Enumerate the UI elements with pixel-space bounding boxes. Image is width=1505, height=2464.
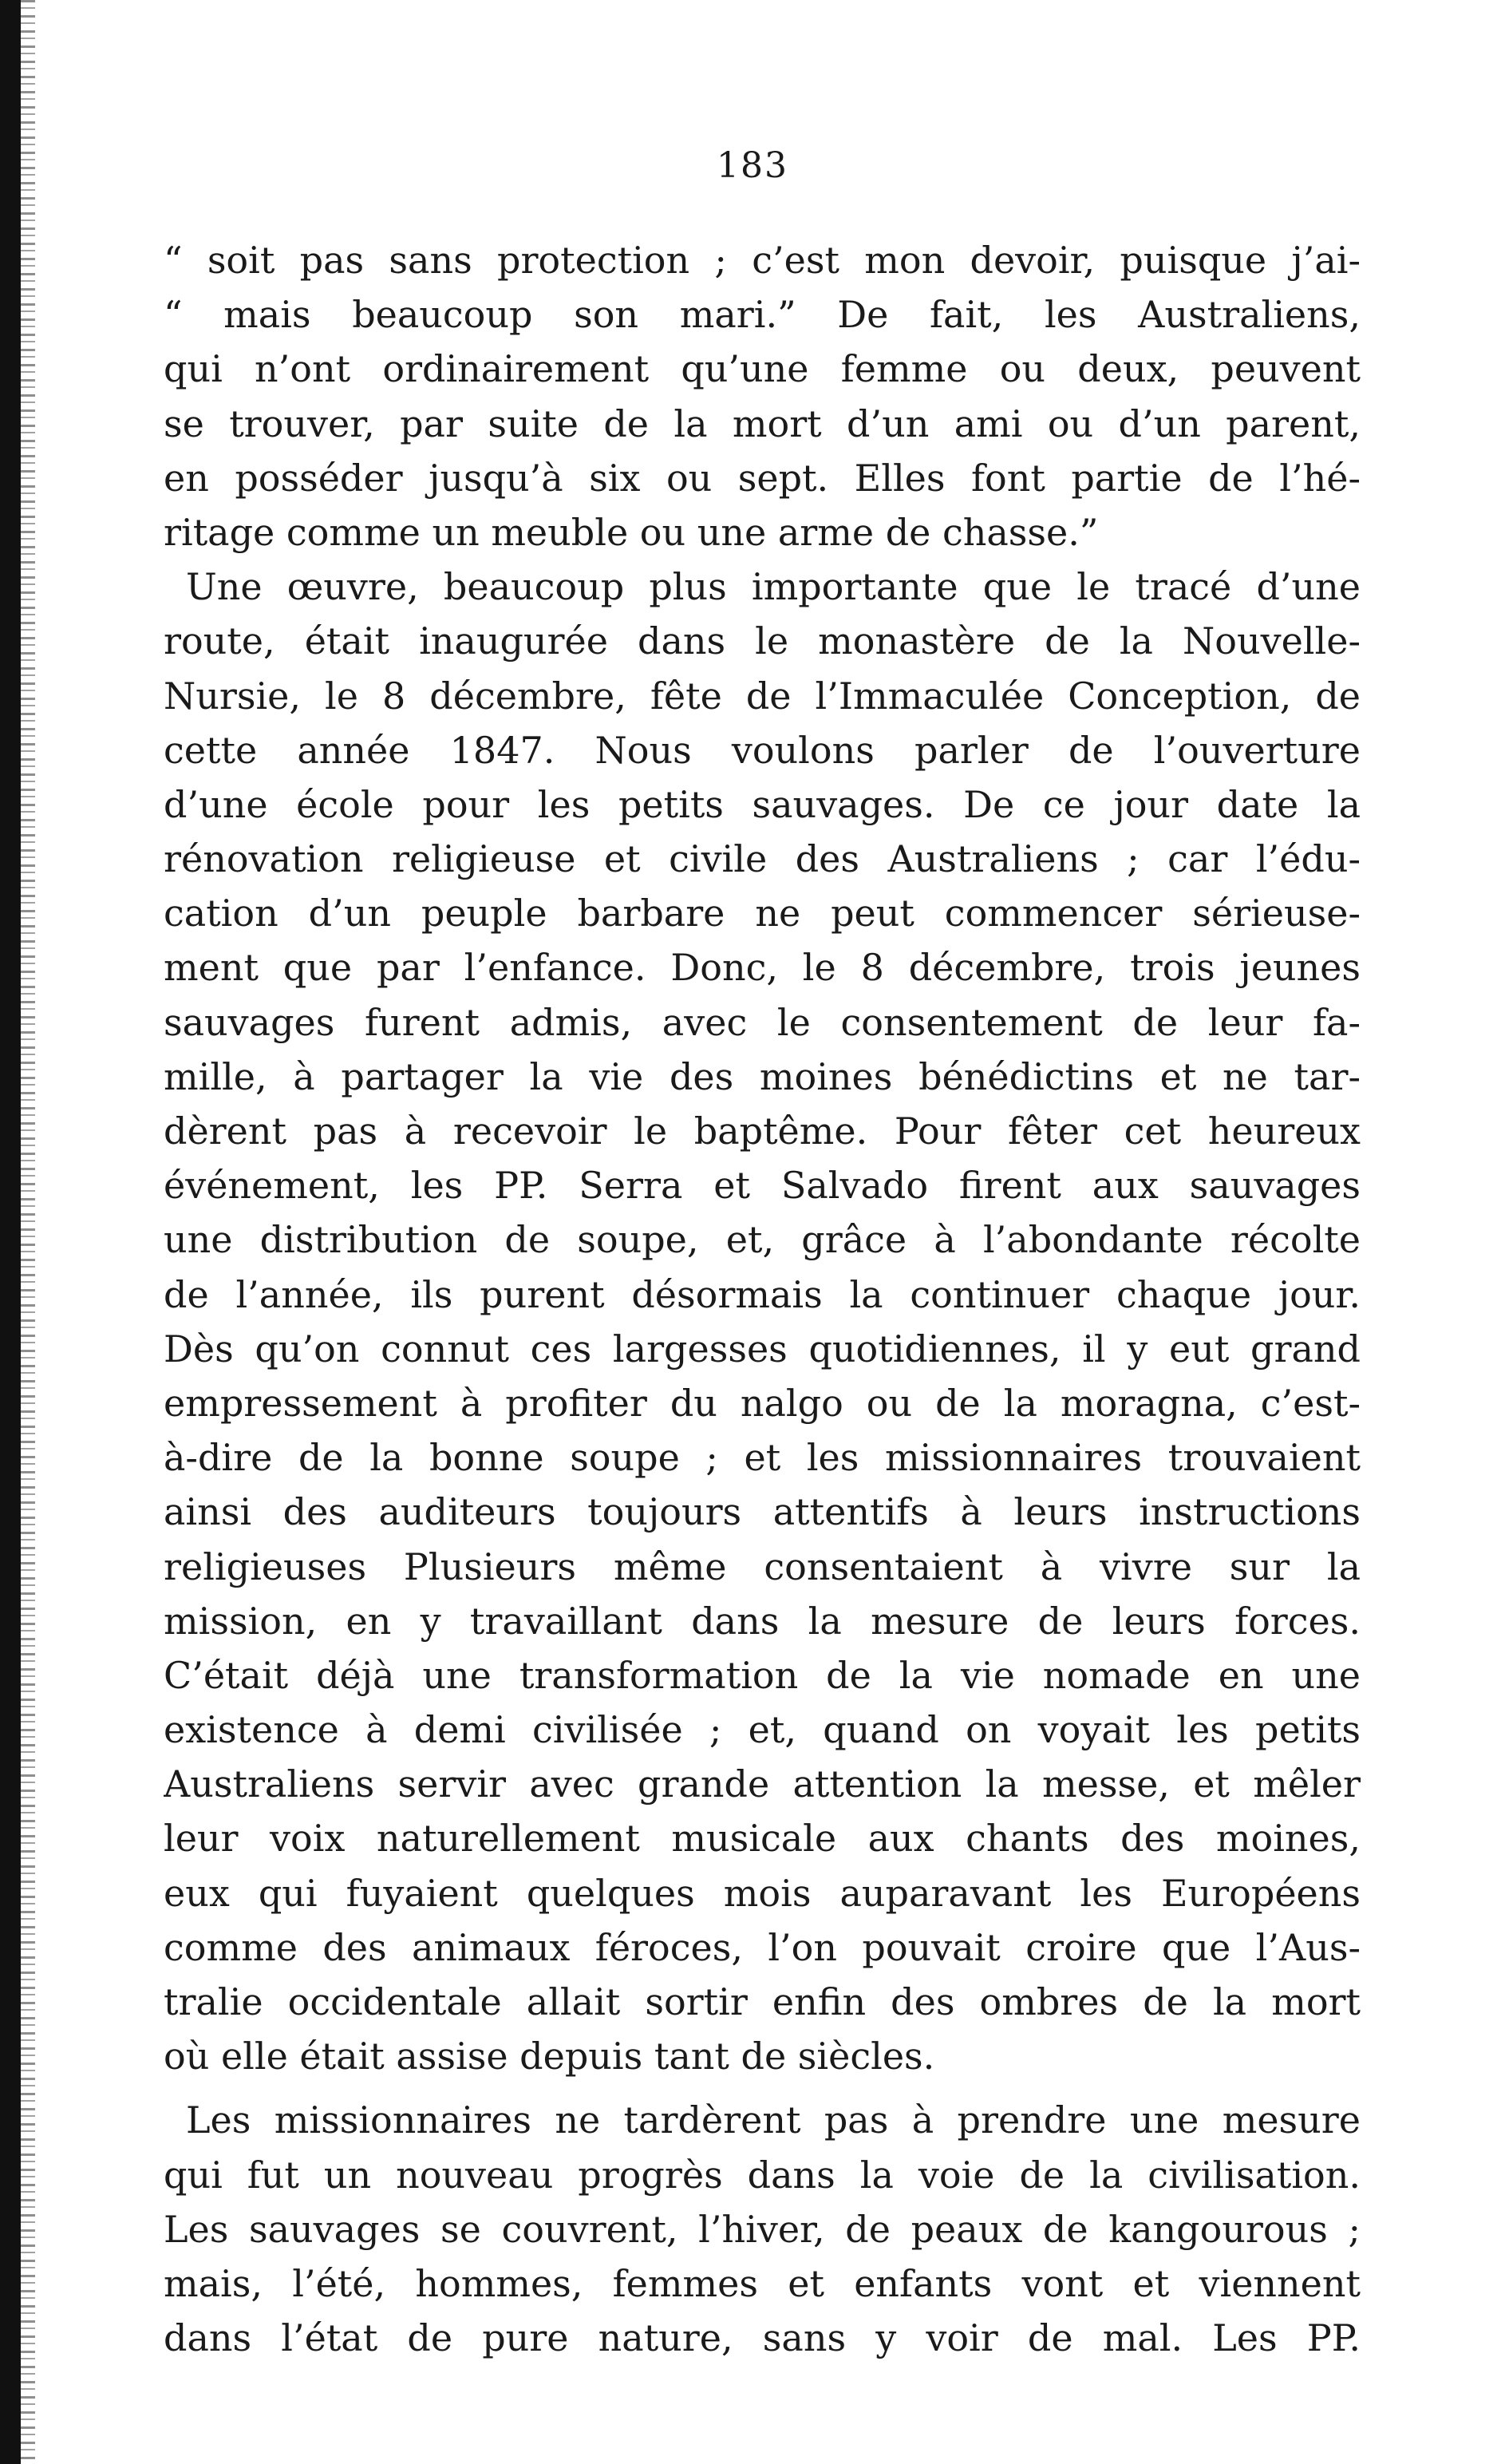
text-line: d’une école pour les petits sauvages. De ce jour date la — [164, 782, 1361, 826]
text-line: où elle était assise depuis tant de siècles. — [164, 2035, 935, 2078]
paragraph-gap — [164, 2083, 1361, 2093]
text-line: Australiens servir avec grande attention la messe, et mêler — [164, 1762, 1361, 1806]
body-text — [164, 233, 1361, 2365]
text-line: Nursie, le 8 décembre, fête de l’Immaculée Conception, de — [164, 674, 1361, 718]
text-line: une distribution de soupe, et, grâce à l’abondante récolte — [164, 1218, 1361, 1262]
paragraph — [164, 2093, 1361, 2365]
paragraph — [164, 560, 1361, 2083]
text-line: mais, l’été, hommes, femmes et enfants vont et viennent — [164, 2261, 1361, 2305]
paragraph — [164, 233, 1361, 560]
text-line: empressement à profiter du nalgo ou de la moragna, c’est- — [164, 1381, 1361, 1425]
text-line: existence à demi civilisée ; et, quand on voyait les petits — [164, 1708, 1361, 1752]
text-line: route, était inaugurée dans le monastère de la Nouvelle- — [164, 619, 1361, 663]
text-line: Une œuvre, beaucoup plus importante que le tracé d’une — [186, 565, 1361, 609]
text-line: à-dire de la bonne soupe ; et les missionnaires trouvaient — [164, 1436, 1361, 1480]
text-line: mille, à partager la vie des moines bénédictins et ne tar- — [164, 1054, 1361, 1098]
text-line: eux qui fuyaient quelques mois auparavant les Européens — [164, 1871, 1361, 1915]
text-line: dans l’état de pure nature, sans y voir de mal. Les PP. — [164, 2316, 1361, 2360]
text-line: religieuses Plusieurs même consentaient à vivre sur la — [164, 1544, 1361, 1588]
text-line: dèrent pas à recevoir le baptême. Pour fêter cet heureux — [164, 1109, 1361, 1153]
text-line: cette année 1847. Nous voulons parler de l’ouverture — [164, 728, 1361, 772]
text-line: leur voix naturellement musicale aux chants des moines, — [164, 1817, 1361, 1861]
text-line: qui fut un nouveau progrès dans la voie de la civilisation. — [164, 2153, 1361, 2197]
text-line: Dès qu’on connut ces largesses quotidiennes, il y eut grand — [164, 1327, 1361, 1370]
text-line: de l’année, ils purent désormais la continuer chaque jour. — [164, 1272, 1361, 1316]
text-line: événement, les PP. Serra et Salvado firent aux sauvages — [164, 1164, 1361, 1208]
text-line: tralie occidentale allait sortir enfin des ombres de la mort — [164, 1980, 1361, 2023]
text-line: comme des animaux féroces, l’on pouvait croire que l’Aus- — [164, 1925, 1361, 1969]
text-line: rénovation religieuse et civile des Australiens ; car l’édu- — [164, 837, 1361, 881]
page-binding-speckle — [21, 0, 35, 2464]
text-line: C’était déjà une transformation de la vie nomade en une — [164, 1653, 1361, 1697]
text-line: ainsi des auditeurs toujours attentifs à leurs instructions — [164, 1490, 1361, 1534]
text-line: “ soit pas sans protection ; c’est mon devoir, puisque j’ai- — [164, 239, 1361, 282]
text-line: Les missionnaires ne tardèrent pas à prendre une mesure — [186, 2098, 1361, 2142]
text-line: “ mais beaucoup son mari.” De fait, les Australiens, — [164, 293, 1361, 337]
text-line: qui n’ont ordinairement qu’une femme ou deux, peuvent — [164, 347, 1361, 391]
text-line: cation d’un peuple barbare ne peut commencer sérieuse- — [164, 892, 1361, 935]
text-line: se trouver, par suite de la mort d’un ami ou d’un parent, — [164, 401, 1361, 445]
text-line: ritage comme un meuble ou une arme de chasse.” — [164, 510, 1099, 554]
page-number: 183 — [717, 145, 788, 186]
text-line: Les sauvages se couvrent, l’hiver, de peaux de kangourous ; — [164, 2207, 1361, 2251]
text-line: sauvages furent admis, avec le consentement de leur fa- — [164, 1000, 1361, 1044]
text-line: mission, en y travaillant dans la mesure de leurs forces. — [164, 1599, 1361, 1643]
text-line: ment que par l’enfance. Donc, le 8 décembre, trois jeunes — [164, 946, 1361, 990]
text-line: en posséder jusqu’à six ou sept. Elles font partie de l’hé- — [164, 456, 1361, 500]
page-binding-edge — [0, 0, 21, 2464]
